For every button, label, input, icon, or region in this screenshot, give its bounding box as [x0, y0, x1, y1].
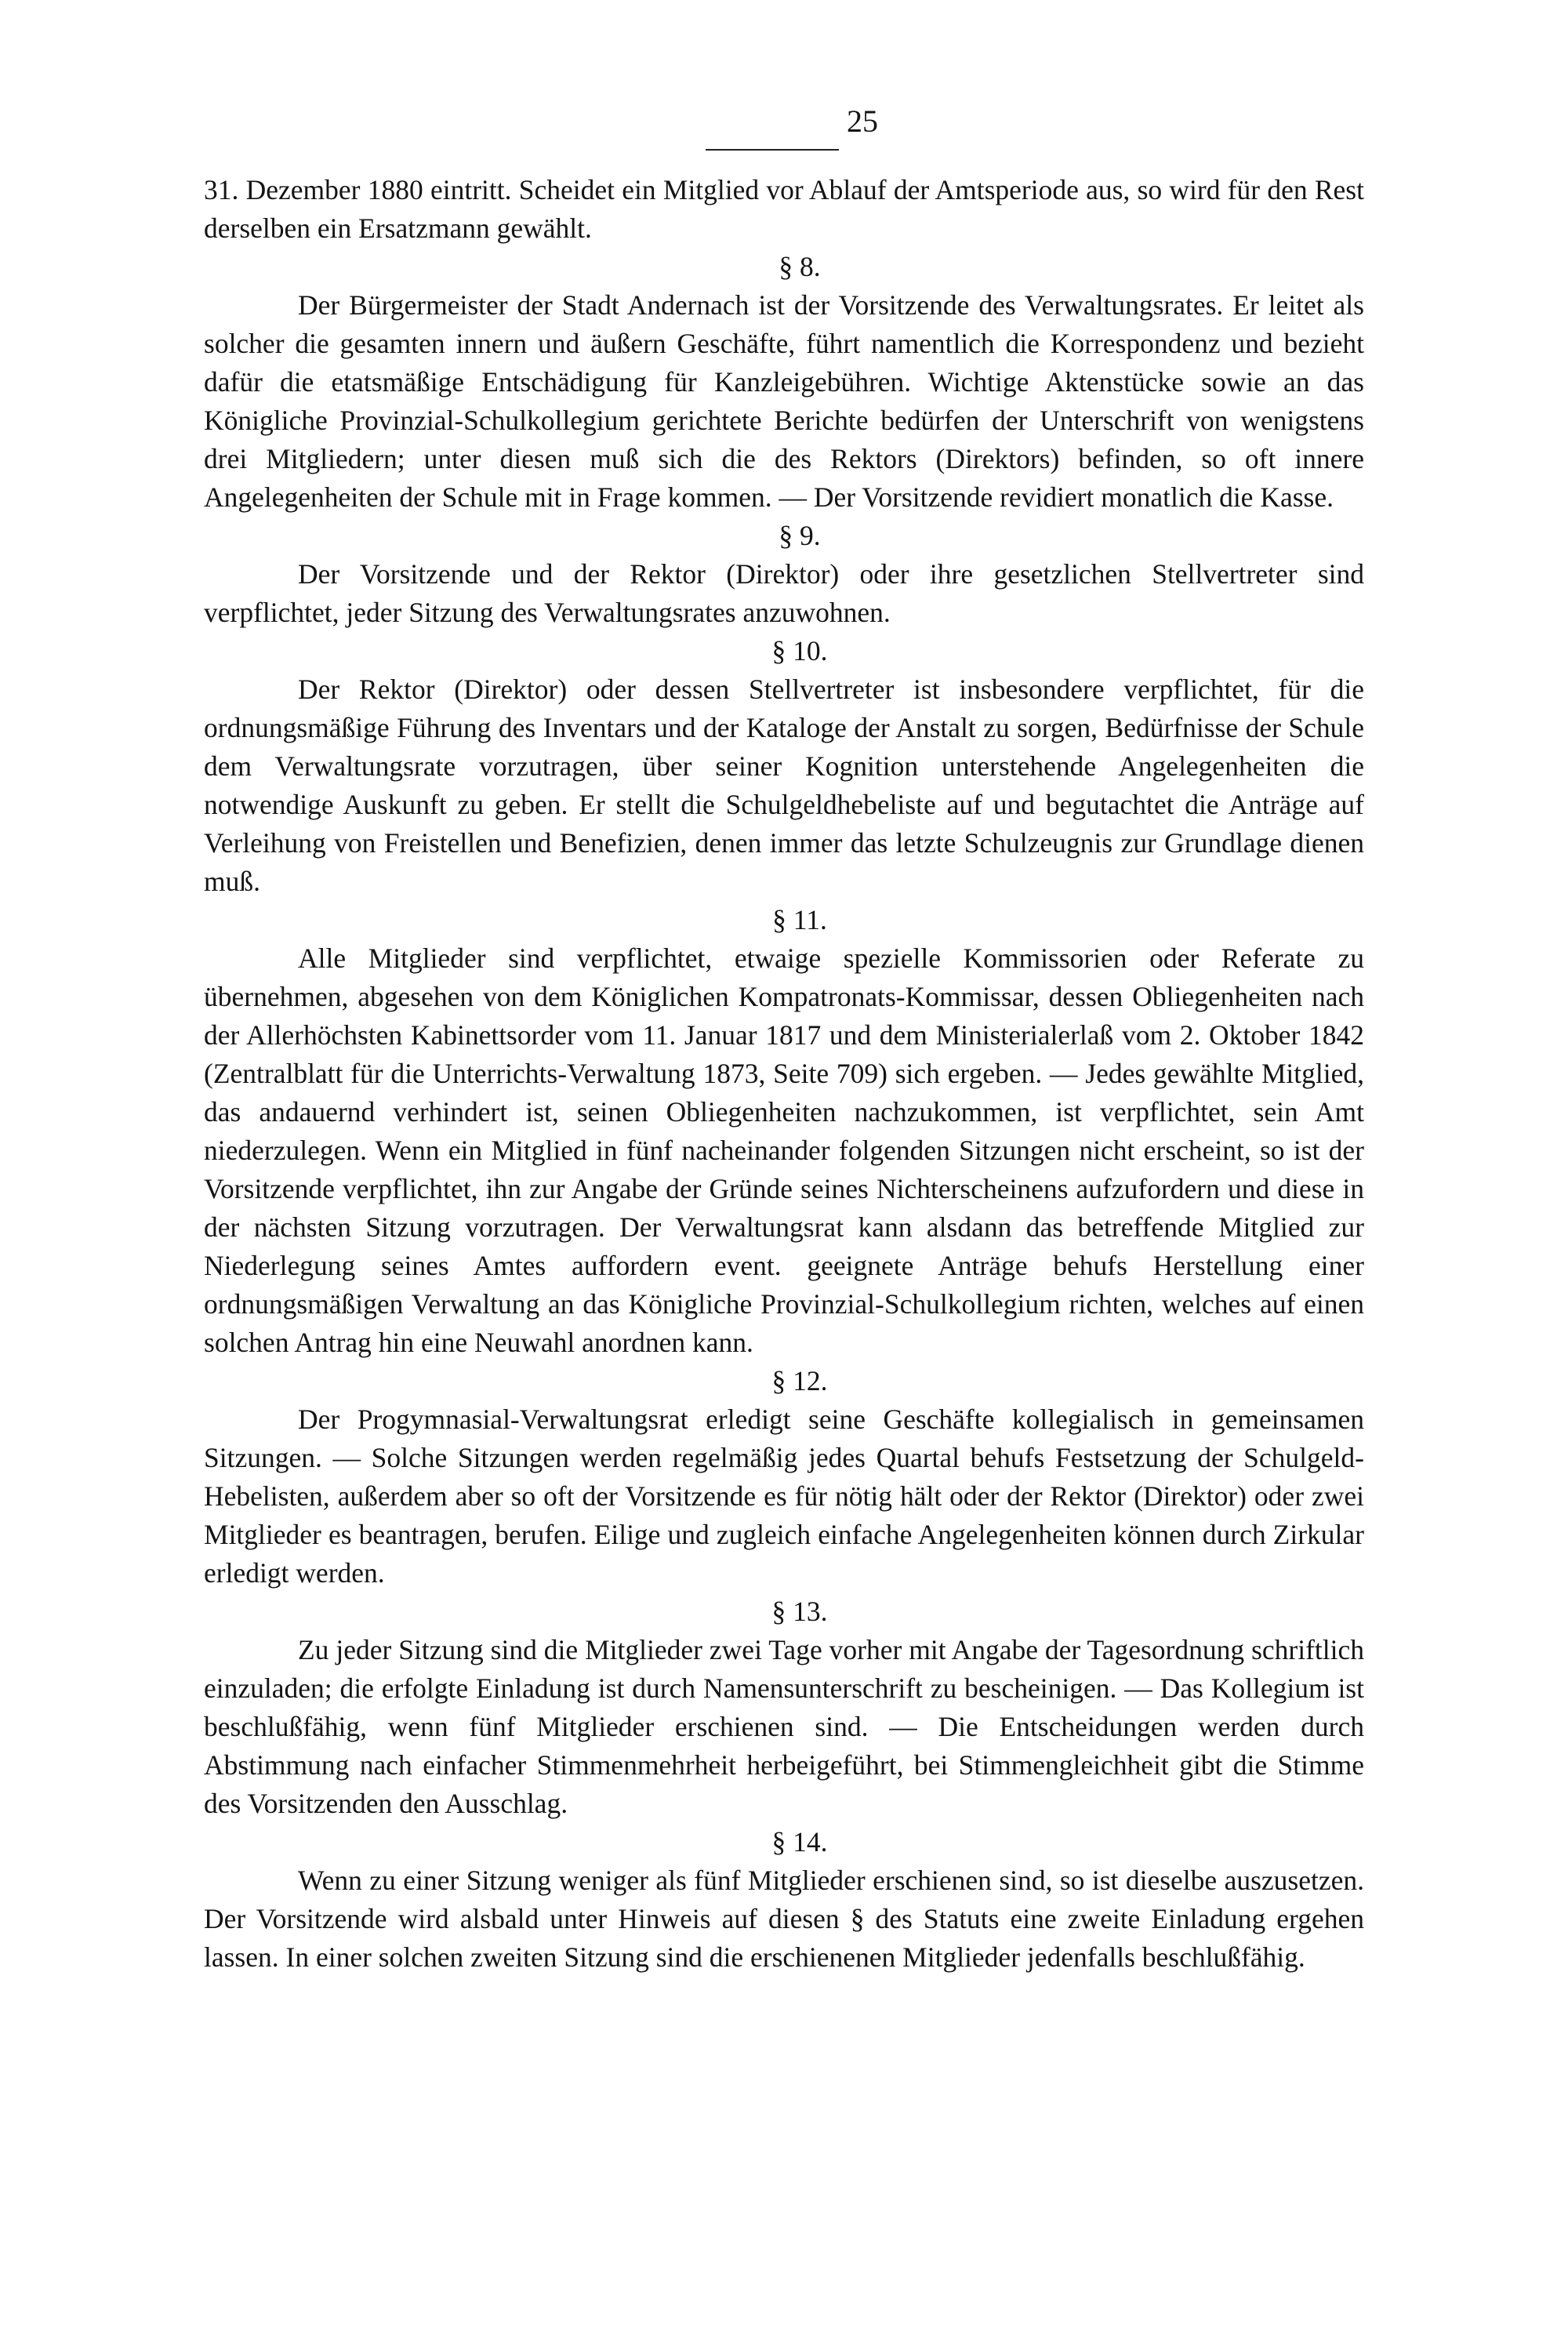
document-page — [204, 102, 1364, 1977]
paragraph-section-10: Der Rektor (Direktor) oder dessen Stellvertreter ist insbesondere verpflichtet, für die ordnungsmäßige Führung des Inventars und der Kataloge der Anstalt zu sorgen, Bedürfnisse der Schule dem Verwaltungsrate vorzutragen, über seiner Kognition unterstehende Angelegenheiten die notwendige Auskunft zu geben. Er stellt die Schulgeldhebeliste auf und begutachtet die Anträge auf Verleihung von Freistellen und Benefizien, denen immer das letzte Schulzeugnis zur Grundlage dienen muß. — [204, 674, 1364, 897]
paragraph-section-14: Wenn zu einer Sitzung weniger als fünf Mitglieder erschienen sind, so ist dieselbe auszusetzen. Der Vorsitzende wird alsbald unter Hinweis auf diesen § des Statuts eine zweite Einladung ergehen lassen. In einer solchen zweiten Sitzung sind die erschienenen Mitglieder jedenfalls beschlußfähig. — [204, 1865, 1364, 1973]
section-heading-13: § 13. — [771, 1596, 828, 1627]
section-heading-9: § 9. — [779, 520, 821, 551]
paragraph-section-8: Der Bürgermeister der Stadt Andernach ist der Vorsitzende des Verwaltungsrates. Er leitet als solcher die gesamten innern und äußern Geschäfte, führt namentlich die Korrespondenz und bezieht dafür die etatsmäßige Entschädigung für Kanzleigebühren. Wichtige Aktenstücke sowie an das Königliche Provinzial-Schulkollegium gerichtete Berichte bedürfen der Unterschrift von wenigstens drei Mitgliedern; unter diesen muß sich die des Rektors (Direktors) befinden, so oft innere Angelegenheiten der Schule mit in Frage kommen. — Der Vorsitzende revidiert monatlich die Kasse. — [204, 289, 1364, 513]
section-heading-12: § 12. — [771, 1365, 828, 1396]
paragraph-continuation: 31. Dezember 1880 eintritt. Scheidet ein Mitglied vor Ablauf der Amtsperiode aus, so wird für den Rest derselben ein Ersatzmann gewählt. — [204, 174, 1364, 244]
paragraph-section-13: Zu jeder Sitzung sind die Mitglieder zwei Tage vorher mit Angabe der Tagesordnung schriftlich einzuladen; die erfolgte Einladung ist durch Namensunterschrift zu bescheinigen. — Das Kollegium ist beschlußfähig, wenn fünf Mitglieder erschienen sind. — Die Entscheidungen werden durch Abstimmung nach einfacher Stimmenmehrheit herbeigeführt, bei Stimmengleichheit gibt die Stimme des Vorsitzenden den Ausschlag. — [204, 1634, 1364, 1819]
section-heading-8: § 8. — [779, 251, 821, 282]
paragraph-section-9: Der Vorsitzende und der Rektor (Direktor) oder ihre gesetzlichen Stellvertreter sind verpflichtet, jeder Sitzung des Verwaltungsrates anzuwohnen. — [204, 558, 1364, 628]
page-number-rule — [706, 149, 839, 151]
section-heading-11: § 11. — [772, 904, 827, 935]
section-heading-10: § 10. — [771, 635, 828, 666]
paragraph-section-12: Der Progymnasial-Verwaltungsrat erledigt seine Geschäfte kollegialisch in gemeinsamen Sitzungen. — Solche Sitzungen werden regelmäßig jedes Quartal behufs Festsetzung der Schulgeld-Hebelisten, außerdem aber so oft der Vorsitzende es für nötig hält oder der Rektor (Direktor) oder zwei Mitglieder es beantragen, berufen. Eilige und zugleich einfache Angelegenheiten können durch Zirkular erledigt werden. — [204, 1404, 1364, 1589]
page-number: 25 — [847, 104, 878, 139]
paragraph-section-11: Alle Mitglieder sind verpflichtet, etwaige spezielle Kommissorien oder Referate zu übernehmen, abgesehen von dem Königlichen Kompatronats-Kommissar, dessen Obliegenheiten nach der Allerhöchsten Kabinettsorder vom 11. Januar 1817 und dem Ministerialerlaß vom 2. Oktober 1842 (Zentralblatt für die Unterrichts-Verwaltung 1873, Seite 709) sich ergeben. — Jedes gewählte Mitglied, das andauernd verhindert ist, seinen Obliegenheiten nachzukommen, ist verpflichtet, sein Amt niederzulegen. Wenn ein Mitglied in fünf nacheinander folgenden Sitzungen nicht erscheint, so ist der Vorsitzende verpflichtet, ihn zur Angabe der Gründe seines Nichterscheinens aufzufordern und diese in der nächsten Sitzung vorzutragen. Der Verwaltungsrat kann alsdann das betreffende Mitglied zur Niederlegung seines Amtes auffordern event. geeignete Anträge behufs Herstellung einer ordnungsmäßigen Verwaltung an das Königliche Provinzial-Schulkollegium richten, welches auf einen solchen Antrag hin eine Neuwahl anordnen kann. — [204, 942, 1364, 1358]
section-heading-14: § 14. — [771, 1826, 828, 1858]
